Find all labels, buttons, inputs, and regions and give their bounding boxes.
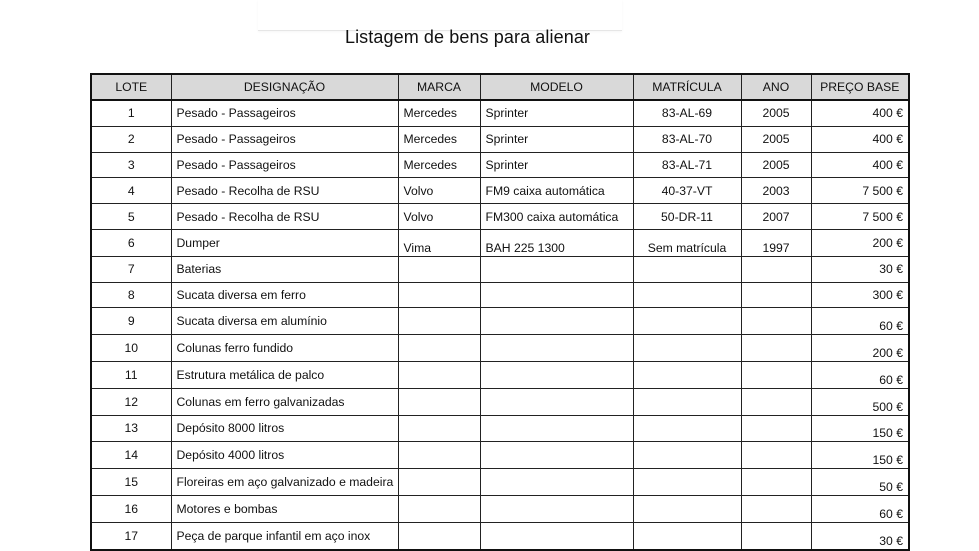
cell-marca: Mercedes (398, 152, 480, 178)
cell-designacao: Sucata diversa em alumínio (171, 308, 398, 335)
cell-preco-base: 60 € (811, 308, 909, 335)
header-matricula: MATRÍCULA (633, 74, 741, 100)
cell-preco-base: 300 € (811, 282, 909, 308)
cell-marca (398, 282, 480, 308)
cell-designacao: Pesado - Passageiros (171, 126, 398, 152)
cell-matricula (633, 308, 741, 335)
cell-designacao: Motores e bombas (171, 495, 398, 522)
cell-preco-base: 400 € (811, 126, 909, 152)
cell-matricula (633, 495, 741, 522)
cell-modelo: FM9 caixa automática (480, 178, 633, 204)
cell-preco-base: 60 € (811, 495, 909, 522)
cell-matricula (633, 282, 741, 308)
cell-modelo (480, 361, 633, 388)
cell-lote: 5 (91, 204, 171, 230)
cell-modelo: Sprinter (480, 100, 633, 126)
table-row (91, 178, 909, 204)
table-row (91, 388, 909, 415)
cell-marca: Vima (398, 229, 480, 256)
cell-designacao: Pesado - Passageiros (171, 100, 398, 126)
cell-designacao: Floreiras em aço galvanizado e madeira (171, 469, 398, 496)
cell-ano (741, 256, 811, 282)
cell-ano (741, 522, 811, 549)
cell-lote: 14 (91, 442, 171, 469)
cell-marca (398, 335, 480, 362)
cell-modelo (480, 442, 633, 469)
cell-marca (398, 522, 480, 549)
cell-designacao: Depósito 8000 litros (171, 415, 398, 442)
cell-designacao: Colunas ferro fundido (171, 335, 398, 362)
cell-lote: 12 (91, 388, 171, 415)
cell-preco-base: 150 € (811, 415, 909, 442)
cell-preco-base: 7 500 € (811, 178, 909, 204)
table-row (91, 100, 909, 126)
cell-preco-base: 50 € (811, 469, 909, 496)
cell-modelo (480, 522, 633, 549)
header-lote: LOTE (91, 74, 171, 100)
cell-preco-base: 500 € (811, 388, 909, 415)
cell-lote: 11 (91, 361, 171, 388)
cell-ano (741, 361, 811, 388)
table-row (91, 415, 909, 442)
cell-lote: 17 (91, 522, 171, 549)
cell-lote: 1 (91, 100, 171, 126)
cell-designacao: Pesado - Recolha de RSU (171, 178, 398, 204)
cell-modelo (480, 282, 633, 308)
cell-lote: 10 (91, 335, 171, 362)
cell-designacao: Depósito 4000 litros (171, 442, 398, 469)
table-row (91, 282, 909, 308)
cell-preco-base: 30 € (811, 256, 909, 282)
cell-matricula (633, 361, 741, 388)
cell-modelo: BAH 225 1300 (480, 229, 633, 256)
cell-preco-base: 60 € (811, 361, 909, 388)
cell-lote: 7 (91, 256, 171, 282)
cell-marca (398, 495, 480, 522)
cell-designacao: Colunas em ferro galvanizadas (171, 388, 398, 415)
table-row (91, 152, 909, 178)
cell-modelo (480, 308, 633, 335)
cell-ano: 2005 (741, 100, 811, 126)
cell-matricula: Sem matrícula (633, 229, 741, 256)
cell-ano (741, 495, 811, 522)
cell-modelo (480, 335, 633, 362)
cell-marca: Volvo (398, 204, 480, 230)
cell-marca: Mercedes (398, 100, 480, 126)
cell-modelo: Sprinter (480, 126, 633, 152)
header-modelo: MODELO (480, 74, 633, 100)
cell-ano: 2005 (741, 126, 811, 152)
cell-matricula: 40-37-VT (633, 178, 741, 204)
cell-lote: 13 (91, 415, 171, 442)
cell-matricula: 50-DR-11 (633, 204, 741, 230)
table-row (91, 335, 909, 362)
cell-modelo (480, 388, 633, 415)
cell-ano (741, 469, 811, 496)
cell-lote: 15 (91, 469, 171, 496)
cell-ano: 2005 (741, 152, 811, 178)
cell-designacao: Pesado - Recolha de RSU (171, 204, 398, 230)
table-row (91, 442, 909, 469)
cell-marca (398, 388, 480, 415)
cell-lote: 16 (91, 495, 171, 522)
cell-preco-base: 200 € (811, 229, 909, 256)
cell-designacao: Baterias (171, 256, 398, 282)
cell-modelo (480, 469, 633, 496)
cell-modelo: FM300 caixa automática (480, 204, 633, 230)
cell-designacao: Dumper (171, 229, 398, 256)
cell-matricula: 83-AL-69 (633, 100, 741, 126)
cell-designacao: Sucata diversa em ferro (171, 282, 398, 308)
assets-table (90, 73, 910, 551)
cell-matricula (633, 415, 741, 442)
cell-lote: 9 (91, 308, 171, 335)
header-ano: ANO (741, 74, 811, 100)
cell-modelo (480, 415, 633, 442)
cell-ano (741, 282, 811, 308)
table-row (91, 308, 909, 335)
cell-marca (398, 469, 480, 496)
cell-preco-base: 200 € (811, 335, 909, 362)
cell-lote: 6 (91, 229, 171, 256)
cell-matricula: 83-AL-70 (633, 126, 741, 152)
cell-marca: Mercedes (398, 126, 480, 152)
header-marca: MARCA (398, 74, 480, 100)
cell-ano: 2007 (741, 204, 811, 230)
cell-marca (398, 308, 480, 335)
cell-lote: 8 (91, 282, 171, 308)
cell-matricula (633, 522, 741, 549)
table-row (91, 469, 909, 496)
cell-matricula (633, 335, 741, 362)
cell-matricula (633, 469, 741, 496)
cell-preco-base: 7 500 € (811, 204, 909, 230)
cell-preco-base: 150 € (811, 442, 909, 469)
table-row (91, 229, 909, 256)
cell-ano: 2003 (741, 178, 811, 204)
cell-lote: 2 (91, 126, 171, 152)
header-preco-base: PREÇO BASE (811, 74, 909, 100)
table-row (91, 256, 909, 282)
cell-marca (398, 361, 480, 388)
cell-matricula (633, 442, 741, 469)
cell-preco-base: 30 € (811, 522, 909, 549)
cell-marca: Volvo (398, 178, 480, 204)
cell-matricula: 83-AL-71 (633, 152, 741, 178)
cell-designacao: Pesado - Passageiros (171, 152, 398, 178)
cell-ano (741, 308, 811, 335)
table-row (91, 361, 909, 388)
table-row (91, 495, 909, 522)
cell-modelo (480, 495, 633, 522)
table-header-row (91, 74, 909, 100)
cell-lote: 3 (91, 152, 171, 178)
table-row (91, 126, 909, 152)
cell-modelo: Sprinter (480, 152, 633, 178)
cell-ano (741, 388, 811, 415)
cell-preco-base: 400 € (811, 100, 909, 126)
cell-designacao: Peça de parque infantil em aço inox (171, 522, 398, 549)
cell-ano (741, 335, 811, 362)
cell-ano: 1997 (741, 229, 811, 256)
cell-marca (398, 415, 480, 442)
cell-matricula (633, 388, 741, 415)
cell-matricula (633, 256, 741, 282)
cell-preco-base: 400 € (811, 152, 909, 178)
cell-lote: 4 (91, 178, 171, 204)
cell-modelo (480, 256, 633, 282)
table-row (91, 204, 909, 230)
header-designacao: DESIGNAÇÃO (171, 74, 398, 100)
document-title: Listagem de bens para alienar (344, 27, 591, 47)
cell-marca (398, 442, 480, 469)
cell-ano (741, 442, 811, 469)
cell-ano (741, 415, 811, 442)
cell-designacao: Estrutura metálica de palco (171, 361, 398, 388)
table-row (91, 522, 909, 549)
cell-marca (398, 256, 480, 282)
